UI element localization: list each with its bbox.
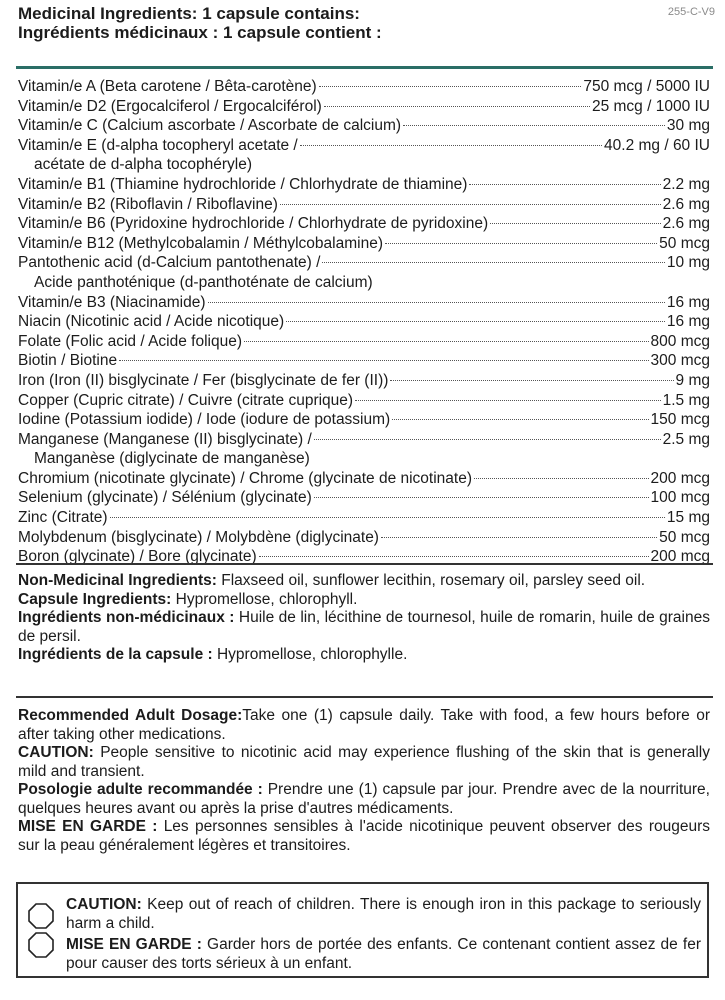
octagon-warning-icon: [28, 932, 54, 958]
medicinal-ingredients-header: [18, 4, 382, 42]
dot-leader: [392, 419, 648, 420]
ingredient-name: Vitamin/e C (Calcium ascorbate / Ascorbate de calcium): [18, 117, 402, 135]
ingredient-amount: 800 mcg: [650, 332, 710, 350]
ingredient-name: Vitamin/e B2 (Riboflavin / Riboflavine): [18, 195, 278, 213]
caution-en-label: CAUTION:: [18, 744, 94, 761]
ingredient-amount: 10 mg: [666, 254, 710, 272]
ingredient-name: Vitamin/e B3 (Niacinamide): [18, 293, 206, 311]
ingredient-amount: 2.6 mg: [662, 195, 710, 213]
ingredient-name: Manganese (Manganese (II) bisglycinate) /: [18, 430, 312, 448]
ingredient-row: [18, 313, 710, 333]
ingredient-row: [18, 431, 710, 451]
ingredients-divider: [16, 563, 713, 565]
capsule-en-label: Capsule Ingredients:: [18, 590, 172, 608]
capsule-fr-text: Hypromellose, chlorophylle.: [216, 646, 408, 663]
ingredient-row: [18, 489, 710, 509]
ingredient-row: [18, 372, 710, 392]
ingredient-name-continued: acétate de d-alpha tocophéryle): [34, 156, 253, 174]
dosage-fr-label: Posologie adulte recommandée :: [18, 781, 263, 798]
ingredient-amount: 25 mcg / 1000 IU: [591, 97, 710, 115]
dot-leader: [324, 106, 590, 107]
dot-leader: [403, 125, 665, 126]
ingredient-amount: 2.5 mg: [662, 430, 710, 448]
dot-leader: [319, 86, 582, 87]
non-medicinal-fr: [18, 609, 710, 646]
child-warning-en: [66, 895, 701, 933]
dot-leader: [110, 517, 665, 518]
ingredient-name: Chromium (nicotinate glycinate) / Chrome (glycinate de nicotinate): [18, 469, 473, 487]
ingredient-name: Molybdenum (bisglycinate) / Molybdène (diglycinate): [18, 528, 379, 546]
ingredient-amount: 16 mg: [666, 313, 710, 331]
ingredient-amount: 50 mcg: [659, 528, 710, 546]
child-mise-label: MISE EN GARDE :: [66, 936, 202, 953]
ingredient-row: [18, 78, 710, 98]
capsule-ingredients-en: [18, 591, 710, 610]
ingredient-amount: 15 mg: [666, 509, 710, 527]
dosage-fr: [18, 781, 710, 818]
dot-leader: [490, 223, 660, 224]
dot-leader: [381, 537, 657, 538]
dot-leader: [390, 380, 673, 381]
dot-leader: [314, 497, 649, 498]
caution-fr: [18, 818, 710, 855]
ingredient-name: Copper (Cupric citrate) / Cuivre (citrate cuprique): [18, 391, 354, 409]
non-medicinal-en: [18, 572, 710, 591]
ingredient-name: Iodine (Potassium iodide) / Iode (iodure de potassium): [18, 411, 391, 429]
dot-leader: [474, 478, 649, 479]
ingredient-row: [18, 117, 710, 137]
non-medicinal-divider: [16, 696, 713, 698]
dot-leader: [259, 556, 649, 557]
ingredient-amount: 150 mcg: [650, 411, 710, 429]
non-medicinal-section: [18, 572, 710, 665]
ingredient-list: [18, 78, 710, 568]
label-code: 255-C-V9: [667, 6, 715, 18]
ingredient-row: [18, 509, 710, 529]
header-french: Ingrédients médicinaux : 1 capsule contient :: [18, 23, 382, 42]
ingredient-row: [18, 470, 710, 490]
ingredient-row: [18, 392, 710, 412]
ingredient-amount: 40.2 mg / 60 IU: [604, 136, 710, 154]
non-medicinal-en-text: Flaxseed oil, sunflower lecithin, rosemary oil, parsley seed oil.: [221, 572, 646, 589]
ingredient-row: [18, 254, 710, 274]
child-caution-text: Keep out of reach of children. There is enough iron in this package to seriously harm a child.: [66, 896, 701, 932]
ingredient-row: [18, 137, 710, 157]
ingredient-name: Vitamin/e B6 (Pyridoxine hydrochloride / Chlorhydrate de pyridoxine): [18, 215, 489, 233]
ingredient-name-continued: Manganèse (diglycinate de manganèse): [34, 450, 310, 468]
child-caution-label: CAUTION:: [66, 896, 142, 913]
caution-fr-label: MISE EN GARDE :: [18, 818, 158, 835]
ingredient-row: [18, 98, 710, 118]
dot-leader: [244, 341, 649, 342]
child-mise-text: Garder hors de portée des enfants. Ce contenant contient assez de fer pour causer des torts sérieux à un enfant.: [66, 936, 702, 972]
dot-leader: [208, 302, 665, 303]
capsule-fr-label: Ingrédients de la capsule :: [18, 646, 213, 663]
ingredient-row: [18, 235, 710, 255]
dot-leader: [314, 439, 661, 440]
ingredient-amount: 2.2 mg: [662, 175, 710, 193]
ingredient-row: [18, 352, 710, 372]
non-medicinal-fr-text: Huile de lin, lécithine de tournesol, huile de romarin, huile de graines de persil.: [18, 609, 710, 645]
ingredient-row: [18, 196, 710, 216]
dosage-en-text: Take one (1) capsule daily. Take with food, a few hours before or after taking other medications.: [18, 707, 710, 743]
ingredient-name: Vitamin/e A (Beta carotene / Bêta-carotène): [18, 78, 317, 95]
ingredient-name: Vitamin/e D2 (Ergocalciferol / Ergocalciférol): [18, 97, 322, 115]
ingredient-amount: 16 mg: [666, 293, 710, 311]
ingredient-row: [18, 411, 710, 431]
dosage-section: [18, 707, 710, 855]
ingredient-amount: 750 mcg / 5000 IU: [583, 78, 710, 95]
ingredient-amount: 200 mcg: [650, 469, 710, 487]
ingredient-amount: 100 mcg: [650, 489, 710, 507]
ingredient-name: Niacin (Nicotinic acid / Acide nicotique): [18, 313, 285, 331]
child-warning-fr: [66, 935, 701, 973]
caution-fr-text: Les personnes sensibles à l'acide nicotinique peuvent observer des rougeurs sur la peau généralement légères et transitoires.: [18, 818, 710, 854]
dot-leader: [280, 204, 661, 205]
dot-leader: [119, 360, 648, 361]
child-warning-box: [16, 882, 709, 978]
caution-en: [18, 744, 710, 781]
ingredient-name: Vitamin/e E (d-alpha tocopheryl acetate /: [18, 136, 298, 154]
ingredient-row: [18, 333, 710, 353]
non-medicinal-en-label: Non-Medicinal Ingredients:: [18, 572, 217, 589]
ingredient-name: Iron (Iron (II) bisglycinate / Fer (bisglycinate de fer (II)): [18, 371, 389, 389]
capsule-ingredients-fr: [18, 646, 710, 665]
ingredient-row: [18, 529, 710, 549]
ingredient-name: Pantothenic acid (d-Calcium pantothenate) /: [18, 254, 321, 272]
ingredient-name-continued: Acide panthoténique (d-panthoténate de calcium): [34, 273, 373, 291]
capsule-en-text: Hypromellose, chlorophyll.: [175, 590, 358, 608]
dot-leader: [355, 400, 661, 401]
ingredient-row: [18, 176, 710, 196]
ingredient-amount: 30 mg: [666, 117, 710, 135]
dot-leader: [385, 243, 657, 244]
dot-leader: [286, 321, 665, 322]
header-english: Medicinal Ingredients: 1 capsule contains:: [18, 4, 360, 23]
ingredient-row: [18, 215, 710, 235]
caution-en-text: People sensitive to nicotinic acid may experience flushing of the skin that is generally mild and transient.: [18, 744, 710, 780]
non-medicinal-fr-label: Ingrédients non-médicinaux :: [18, 609, 235, 626]
dosage-fr-text: Prendre une (1) capsule par jour. Prendre avec de la nourriture, quelques heures avant ou après la prise d'autres médicaments.: [18, 781, 710, 817]
dot-leader: [469, 184, 660, 185]
ingredient-name: Boron (glycinate) / Bore (glycinate): [18, 548, 257, 566]
ingredient-amount: 2.6 mg: [662, 215, 710, 233]
ingredient-name: Vitamin/e B12 (Methylcobalamin / Méthylcobalamine): [18, 234, 383, 252]
dosage-en: [18, 707, 710, 744]
ingredient-amount: 300 mcg: [650, 352, 710, 370]
dot-leader: [322, 262, 664, 263]
ingredient-name: Folate (Folic acid / Acide folique): [18, 332, 242, 350]
ingredient-row: [18, 294, 710, 314]
ingredient-name: Biotin / Biotine: [18, 352, 118, 370]
ingredient-amount: 200 mcg: [650, 548, 710, 566]
dot-leader: [300, 145, 602, 146]
ingredient-name: Zinc (Citrate): [18, 509, 108, 527]
ingredient-amount: 1.5 mg: [662, 391, 710, 409]
ingredient-amount: 50 mcg: [659, 234, 710, 252]
header-divider: [16, 66, 713, 69]
ingredient-name: Selenium (glycinate) / Sélénium (glycinate): [18, 489, 312, 507]
octagon-warning-icon: [28, 903, 54, 929]
ingredient-name: Vitamin/e B1 (Thiamine hydrochloride / Chlorhydrate de thiamine): [18, 175, 468, 193]
dosage-en-label: Recommended Adult Dosage:: [18, 707, 243, 724]
ingredient-amount: 9 mg: [675, 371, 710, 389]
